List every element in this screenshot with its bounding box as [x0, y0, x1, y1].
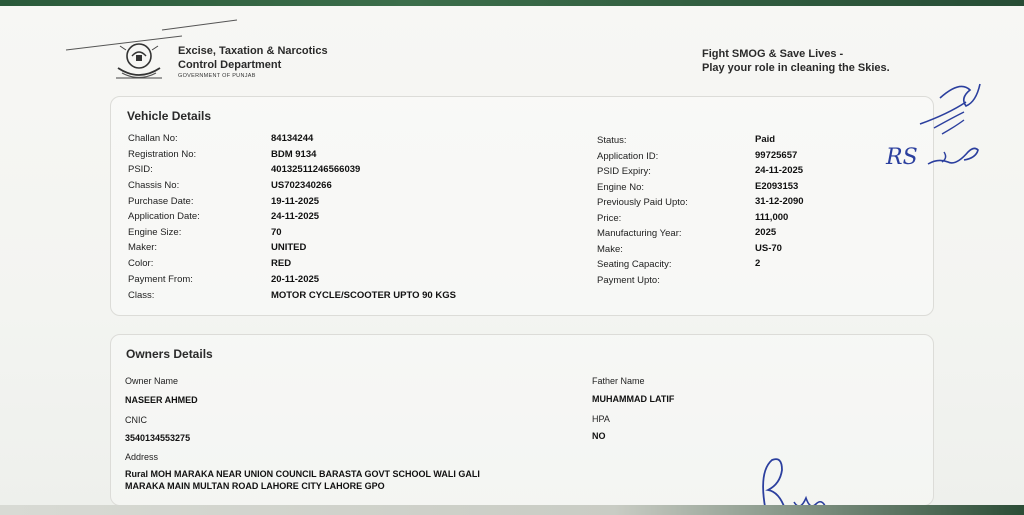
field-value: 99725657	[755, 150, 798, 161]
field-value: 20-11-2025	[271, 274, 320, 285]
dept-name-line2: Control Department	[178, 59, 282, 71]
handwritten-note-icon	[880, 68, 990, 188]
address-line2: MARAKA MAIN MULTAN ROAD LAHORE CITY LAHORE GPO	[125, 481, 385, 491]
field-label: Status:	[597, 135, 627, 146]
field-value: UNITED	[271, 242, 307, 253]
vehicle-details-card	[110, 96, 934, 316]
cnic-label: CNIC	[125, 415, 147, 425]
field-label: PSID:	[128, 164, 153, 175]
field-value: 111,000	[755, 212, 789, 223]
field-label: Class:	[128, 290, 155, 301]
field-label: Application Date:	[128, 211, 200, 222]
field-label: Challan No:	[128, 133, 178, 144]
field-label: Maker:	[128, 242, 158, 253]
handwritten-initials: RS	[886, 145, 918, 170]
field-value: RED	[271, 258, 292, 269]
owner-name-label: Owner Name	[125, 376, 179, 386]
field-value: US-70	[755, 243, 782, 254]
dept-government: GOVERNMENT OF PUNJAB	[178, 73, 256, 79]
field-label: Color:	[128, 258, 154, 269]
field-label: Manufacturing Year:	[597, 228, 682, 239]
department-heading	[178, 44, 328, 79]
field-label: Make:	[597, 244, 623, 255]
field-label: Application ID:	[597, 151, 659, 162]
field-label: Engine No:	[597, 182, 645, 193]
hpa-value: NO	[592, 431, 606, 441]
slogan-line1: Fight SMOG & Save Lives -	[702, 48, 844, 60]
field-value: 40132511246566039	[271, 164, 361, 175]
address-line1: Rural MOH MARAKA NEAR UNION COUNCIL BARASTA GOVT SCHOOL WALI GALI	[125, 469, 480, 479]
cnic-value: 3540134553275	[125, 433, 191, 443]
field-label: Chassis No:	[128, 180, 180, 191]
field-label: Registration No:	[128, 149, 197, 160]
field-value: E2093153	[755, 181, 799, 192]
field-label: Previously Paid Upto:	[597, 197, 688, 208]
field-label: Payment Upto:	[597, 275, 660, 286]
bottom-band	[0, 505, 1024, 515]
father-name-value: MUHAMMAD LATIF	[592, 394, 675, 404]
owner-name-value: NASEER AHMED	[125, 395, 198, 405]
field-value: 84134244	[271, 133, 314, 144]
field-value: MOTOR CYCLE/SCOOTER UPTO 90 KGS	[271, 290, 456, 301]
hpa-label: HPA	[592, 414, 610, 424]
field-value: BDM 9134	[271, 149, 317, 160]
owner-details-title: Owners Details	[126, 347, 213, 361]
field-value: 24-11-2025	[271, 211, 320, 222]
field-value: 2	[755, 258, 761, 269]
field-label: PSID Expiry:	[597, 166, 651, 177]
field-value: 2025	[755, 227, 777, 238]
father-name-label: Father Name	[592, 376, 645, 386]
field-value: 19-11-2025	[271, 196, 320, 207]
field-value: Paid	[755, 134, 776, 145]
dept-name-line1: Excise, Taxation & Narcotics	[178, 45, 328, 57]
vehicle-details-title: Vehicle Details	[127, 109, 212, 123]
slogan	[702, 47, 890, 75]
field-label: Purchase Date:	[128, 196, 194, 207]
field-label: Engine Size:	[128, 227, 182, 238]
field-value: 70	[271, 227, 282, 238]
field-label: Price:	[597, 213, 622, 224]
top-band	[0, 0, 1024, 6]
slogan-line2: Play your role in cleaning the Skies.	[702, 62, 890, 74]
field-value: 24-11-2025	[755, 165, 804, 176]
field-label: Seating Capacity:	[597, 259, 672, 270]
field-value: 31-12-2090	[755, 196, 804, 207]
field-value: US702340266	[271, 180, 332, 191]
address-label: Address	[125, 452, 159, 462]
field-label: Payment From:	[128, 274, 193, 285]
